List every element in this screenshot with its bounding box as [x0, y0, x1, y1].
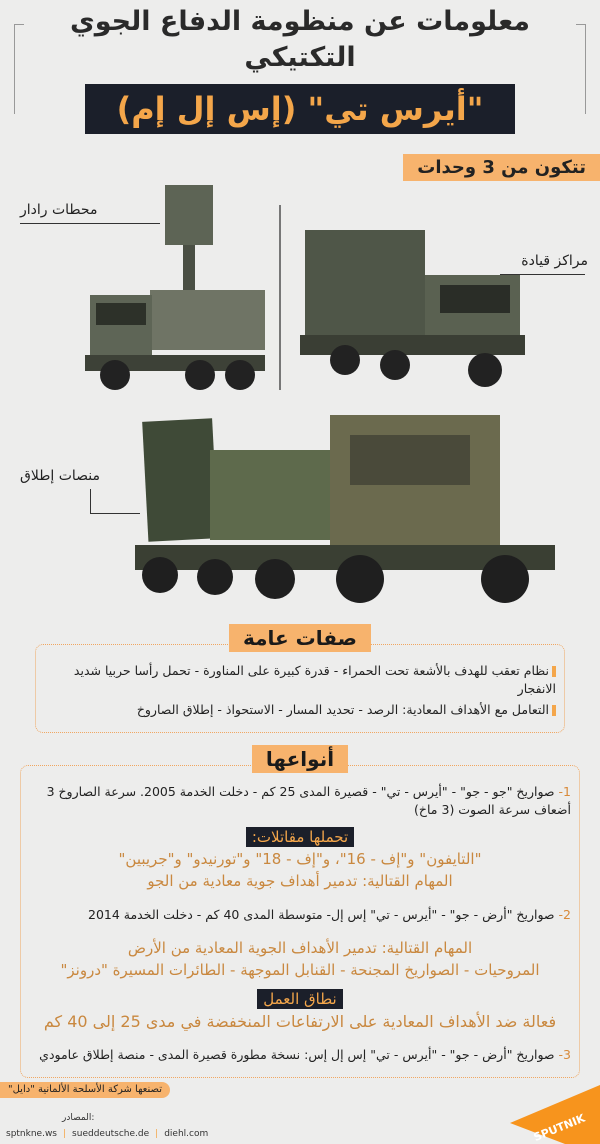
vehicles-illustration [0, 185, 600, 604]
type-number: 1- [558, 784, 571, 799]
separator: | [155, 1129, 159, 1139]
units-heading: تتكون من 3 وحدات [403, 154, 600, 181]
type-1-mission: المهام القتالية: تدمير أهداف جوية معادية من الجو [147, 872, 453, 890]
sources-list [6, 1128, 208, 1140]
separator: | [63, 1129, 67, 1139]
type-2 [29, 906, 571, 924]
launcher-truck-image [135, 415, 555, 603]
launcher-pointer-line-h [90, 513, 140, 514]
vehicles-area [0, 159, 600, 604]
source-link[interactable]: diehl.com [164, 1129, 209, 1139]
spacer [29, 927, 571, 937]
spacer [29, 1033, 571, 1043]
types-section [20, 745, 580, 1078]
source-link[interactable]: sueddeutsche.de [72, 1129, 150, 1139]
type-2-mission: المهام القتالية: تدمير الأهداف الجوية المعادية من الأرض [127, 939, 473, 957]
spacer [29, 893, 571, 903]
range-label-row [29, 989, 571, 1009]
general-item [44, 662, 556, 698]
header [0, 0, 600, 134]
label-command-centers: مراكز قيادة [521, 253, 588, 269]
carriers-label: تحملها مقاتلات: [246, 827, 354, 847]
bullet-icon [552, 705, 556, 716]
bullet-icon [552, 666, 556, 677]
sputnik-logo [510, 1083, 600, 1144]
type-1-text: صواريخ "جو - جو" - "أيرس - تي" - قصيرة المدى 25 كم - دخلت الخدمة 2005. سرعة الصاروخ 3 أضعاف سرعة الصوت (3 ماخ) [46, 784, 571, 817]
carriers-label-row [29, 827, 571, 847]
general-section [35, 624, 565, 733]
general-item-text: نظام تعقب للهدف بالأشعة تحت الحمراء - قدرة كبيرة على المناورة - تحمل رأسا حربيا شديد الانفجار [73, 663, 556, 696]
launcher-pointer-line [90, 489, 91, 514]
type-3 [29, 1046, 571, 1064]
type-1 [29, 783, 571, 819]
footer [0, 1082, 600, 1144]
general-item-text: التعامل مع الأهداف المعادية: الرصد - تحديد المسار - الاستحواذ - إطلاق الصاروخ [136, 702, 549, 717]
source-link[interactable]: sptnkne.ws [6, 1129, 57, 1139]
type-3-text: صواريخ "أرض - جو" - "أيرس - تي" إس إل إس: نسخة مطورة قصيرة المدى - منصة إطلاق عامودي [39, 1047, 555, 1062]
manufacturer-tag: تصنعها شركة الأسلحة الألمانية "دايل" [0, 1082, 170, 1098]
general-box [35, 644, 565, 733]
general-heading: صفات عامة [229, 624, 371, 652]
command-truck-image [300, 230, 525, 387]
label-radar-stations: محطات رادار [20, 202, 98, 218]
type-2-text: صواريخ "أرض - جو" - "أيرس - تي" إس إل- متوسطة المدى 40 كم - دخلت الخدمة 2014 [88, 907, 555, 922]
types-heading: أنواعها [252, 745, 348, 773]
sources-label: المصادر: [62, 1113, 95, 1123]
type-number: 3- [558, 1047, 571, 1062]
label-launchers: منصات إطلاق [20, 468, 101, 484]
range-text: فعالة ضد الأهداف المعادية على الارتفاعات المنخفضة في مدى 25 إلى 40 كم [43, 1012, 557, 1031]
types-box [20, 765, 580, 1078]
page-title: معلومات عن منظومة الدفاع الجوي التكتيكي [24, 4, 576, 76]
logo-text: SPUTNIK [531, 1111, 587, 1144]
general-item [44, 701, 556, 719]
type-2-targets: المروحيات - الصواريخ المجنحة - القنابل الموجهة - الطائرات المسيرة "درونز" [60, 961, 540, 979]
radar-truck-image [85, 185, 280, 390]
type-number: 2- [558, 907, 571, 922]
command-pointer-line [500, 274, 585, 275]
system-name-banner: "أيرس تي" (إس إل إم) [85, 84, 515, 134]
carriers-list: "التايفون" و"إف - 16"، و"إف - 18" و"تورنيدو" و"جريبين" [118, 850, 482, 868]
radar-pointer-line [20, 223, 160, 224]
range-label: نطاق العمل [257, 989, 342, 1009]
